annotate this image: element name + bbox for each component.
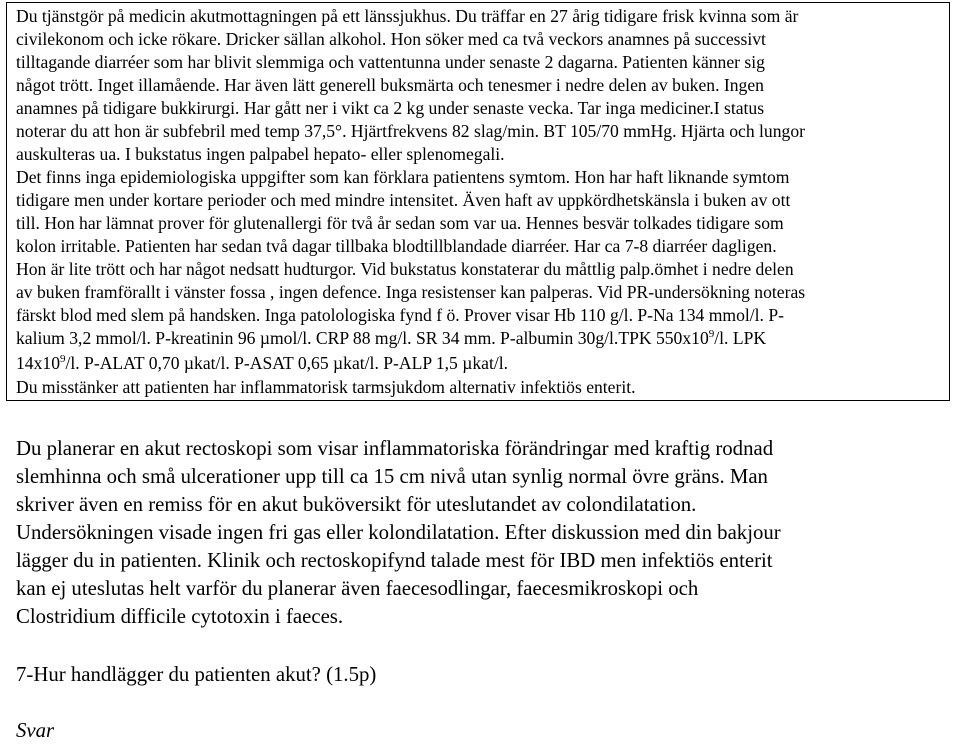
exponent: 9 <box>708 328 715 341</box>
case-line: tilltagande diarréer som har blivit slemmiga och vattentunna under senaste 2 dagarna. Patienten känner sig <box>16 52 765 72</box>
case-line: noterar du att hon är subfebril med temp 37,5°. Hjärtfrekvens 82 slag/min. BT 105/70 mmHg. Hjärta och lungor <box>16 121 805 141</box>
followup-line: slemhinna och små ulcerationer upp till ca 15 cm nivå utan synlig normal övre gräns. Man <box>16 465 768 488</box>
lab-text: /l. P-ALAT 0,70 µkat/l. P-ASAT 0,65 µkat/l. P-ALP 1,5 µkat/l. <box>65 353 509 373</box>
lab-text: /l. LPK <box>714 328 767 348</box>
followup-line: Undersökningen visade ingen fri gas eller kolondilatation. Efter diskussion med din bakjour <box>16 521 781 544</box>
answer-label: Svar <box>16 719 55 742</box>
case-line: auskulteras ua. I bukstatus ingen palpabel hepato- eller splenomegali. <box>16 144 505 164</box>
case-line: civilekonom och icke rökare. Dricker sällan alkohol. Hon söker med ca två veckors anamnes på successivt <box>16 29 766 49</box>
followup-line: lägger du in patienten. Klinik och rectoskopifynd talade mest för IBD men infektiös enterit <box>16 549 773 572</box>
case-line: färskt blod med slem på handsken. Inga patolologiska fynd f ö. Prover visar Hb 110 g/l. P-Na 134 mmol/l. P- <box>16 305 784 325</box>
lab-text: 14x10 <box>16 353 60 373</box>
case-line: anamnes på tidigare bukkirurgi. Har gått ner i vikt ca 2 kg under senaste vecka. Tar inga mediciner.I status <box>16 98 765 118</box>
question-text: 7-Hur handlägger du patienten akut? (1.5p) <box>16 663 377 686</box>
lab-text: kalium 3,2 mmol/l. P-kreatinin 96 µmol/l. CRP 88 mg/l. SR 34 mm. P-albumin 30g/l.TPK 550x10 <box>16 328 709 348</box>
exponent: 9 <box>59 353 66 366</box>
case-line <box>16 353 508 373</box>
case-line: kolon irritable. Patienten har sedan två dagar tillbaka blodtillblandade diarréer. Har ca 7-8 diarréer dagligen. <box>16 236 777 256</box>
case-line: tidigare men under kortare perioder och med mindre intensitet. Även haft av uppkördhetskänsla i buken av ott <box>16 190 791 210</box>
followup-line: Clostridium difficile cytotoxin i faeces. <box>16 605 344 628</box>
case-line <box>16 328 766 348</box>
case-line: Hon är lite trött och har något nedsatt hudturgor. Vid bukstatus konstaterar du måttlig palp.ömhet i nedre delen <box>16 259 794 279</box>
case-line: Det finns inga epidemiologiska uppgifter som kan förklara patientens symtom. Hon har haft liknande symtom <box>16 167 790 187</box>
followup-line: Du planerar en akut rectoskopi som visar inflammatoriska förändringar med kraftig rodnad <box>16 437 774 460</box>
case-line: till. Hon har lämnat prover för glutenallergi för två år sedan som var ua. Hennes besvär tolkades tidigare som <box>16 213 784 233</box>
case-line: något trött. Inget illamående. Har även lätt generell buksmärta och tenesmer i nedre delen av buken. Ingen <box>16 75 764 95</box>
followup-line: kan ej uteslutas helt varför du planerar även faecesodlingar, faecesmikroskopi och <box>16 577 699 600</box>
case-line: av buken framförallt i vänster fossa , ingen defence. Inga resistenser kan palperas. Vid PR-undersökning noteras <box>16 282 806 302</box>
case-line: Du tjänstgör på medicin akutmottagningen på ett länssjukhus. Du träffar en 27 årig tidigare frisk kvinna som är <box>16 6 799 26</box>
case-line: Du misstänker att patienten har inflammatorisk tarmsjukdom alternativ infektiös enterit. <box>16 377 636 397</box>
followup-line: skriver även en remiss för en akut buköversikt för uteslutandet av colondilatation. <box>16 493 697 516</box>
